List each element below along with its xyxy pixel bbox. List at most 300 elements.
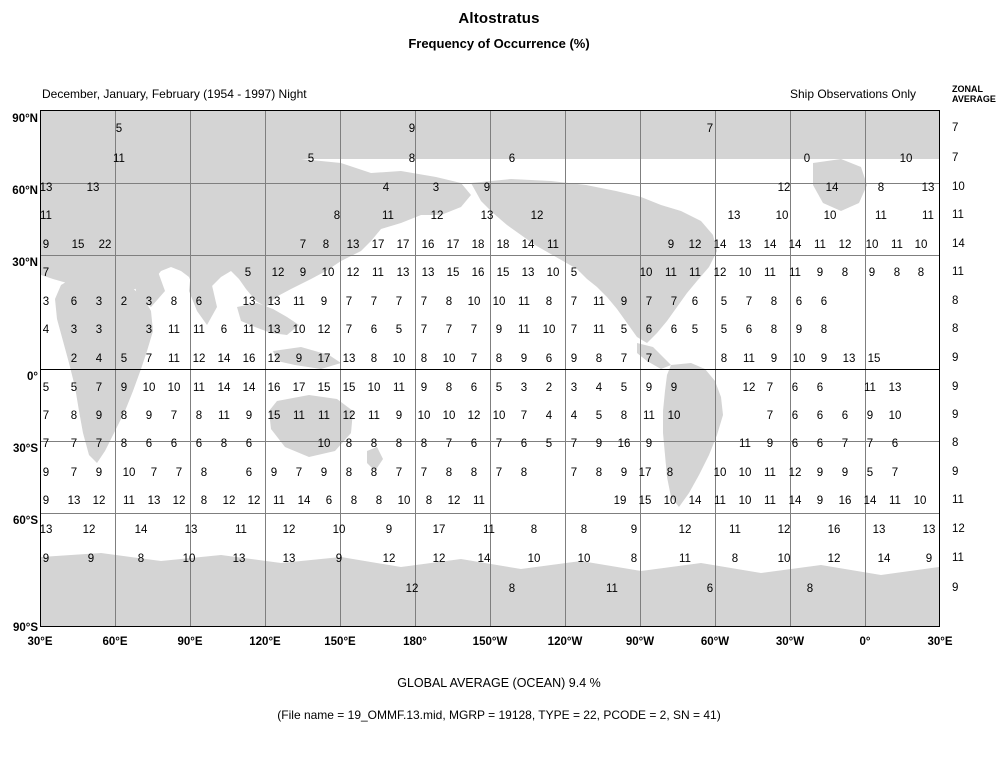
map-cell-value: 6 bbox=[195, 438, 203, 450]
map-cell-value: 9 bbox=[42, 467, 50, 479]
map-cell-value: 12 bbox=[678, 524, 692, 536]
map-cell-value: 11 bbox=[368, 410, 380, 422]
map-cell-value: 10 bbox=[182, 553, 196, 565]
map-cell-value: 11 bbox=[864, 382, 876, 394]
map-cell-value: 10 bbox=[667, 410, 681, 422]
map-cell-value: 9 bbox=[95, 410, 103, 422]
map-cell-value: 7 bbox=[420, 467, 428, 479]
map-cell-value: 13 bbox=[421, 267, 435, 279]
map-cell-value: 12 bbox=[827, 553, 841, 565]
zonal-average-header-line2: AVERAGE bbox=[952, 94, 996, 104]
map-cell-value: 18 bbox=[471, 239, 485, 251]
map-cell-value: 8 bbox=[408, 153, 416, 165]
map-cell-value: 6 bbox=[70, 296, 78, 308]
map-cell-value: 9 bbox=[868, 267, 876, 279]
map-cell-value: 10 bbox=[492, 296, 506, 308]
map-cell-value: 8 bbox=[731, 553, 739, 565]
map-cell-value: 11 bbox=[473, 495, 485, 507]
map-cell-value: 3 bbox=[145, 324, 153, 336]
global-average-label: GLOBAL AVERAGE (OCEAN) 9.4 % bbox=[397, 676, 601, 690]
map-cell-value: 11 bbox=[40, 210, 52, 222]
map-cell-value: 8 bbox=[820, 324, 828, 336]
map-cell-value: 6 bbox=[791, 410, 799, 422]
map-cell-value: 3 bbox=[42, 296, 50, 308]
map-cell-value: 9 bbox=[395, 410, 403, 422]
map-cell-value: 7 bbox=[645, 296, 653, 308]
map-cell-value: 9 bbox=[816, 467, 824, 479]
zonal-average-value: 8 bbox=[952, 323, 959, 335]
map-cell-value: 9 bbox=[795, 324, 803, 336]
map-cell-value: 10 bbox=[792, 353, 806, 365]
map-cell-value: 6 bbox=[816, 438, 824, 450]
zonal-average-value: 8 bbox=[952, 437, 959, 449]
map-cell-value: 13 bbox=[480, 210, 494, 222]
map-cell-value: 8 bbox=[806, 583, 814, 595]
map-cell-value: 11 bbox=[518, 296, 530, 308]
map-cell-value: 7 bbox=[70, 438, 78, 450]
map-cell-value: 3 bbox=[95, 324, 103, 336]
equator-line bbox=[41, 369, 939, 370]
map-cell-value: 10 bbox=[142, 382, 156, 394]
map-cell-value: 11 bbox=[922, 210, 934, 222]
map-cell-value: 7 bbox=[520, 410, 528, 422]
map-cell-value: 6 bbox=[816, 410, 824, 422]
map-cell-value: 11 bbox=[483, 524, 495, 536]
x-tick-label: 150°E bbox=[324, 636, 356, 648]
map-cell-value: 13 bbox=[282, 553, 296, 565]
map-cell-value: 9 bbox=[645, 438, 653, 450]
map-cell-value: 9 bbox=[95, 467, 103, 479]
map-cell-value: 8 bbox=[545, 296, 553, 308]
map-cell-value: 7 bbox=[42, 438, 50, 450]
map-cell-value: 17 bbox=[446, 239, 460, 251]
map-cell-value: 9 bbox=[87, 553, 95, 565]
map-cell-value: 8 bbox=[580, 524, 588, 536]
map-cell-value: 9 bbox=[620, 467, 628, 479]
map-cell-value: 9 bbox=[42, 239, 50, 251]
map-cell-value: 7 bbox=[706, 123, 714, 135]
map-cell-value: 15 bbox=[867, 353, 881, 365]
map-cell-value: 10 bbox=[639, 267, 653, 279]
map-cell-value: 11 bbox=[764, 467, 776, 479]
map-cell-value: 8 bbox=[370, 353, 378, 365]
map-cell-value: 12 bbox=[192, 353, 206, 365]
map-cell-value: 0 bbox=[803, 153, 811, 165]
map-cell-value: 10 bbox=[775, 210, 789, 222]
zonal-average-value: 11 bbox=[952, 266, 964, 278]
map-cell-value: 7 bbox=[420, 296, 428, 308]
map-cell-value: 4 bbox=[95, 353, 103, 365]
map-cell-value: 8 bbox=[322, 239, 330, 251]
map-cell-value: 8 bbox=[620, 410, 628, 422]
map-cell-value: 13 bbox=[267, 324, 281, 336]
map-cell-value: 14 bbox=[825, 182, 839, 194]
y-tick-label: 90°S bbox=[12, 622, 38, 634]
map-cell-value: 9 bbox=[820, 353, 828, 365]
map-cell-value: 13 bbox=[342, 353, 356, 365]
map-cell-value: 8 bbox=[508, 583, 516, 595]
map-cell-value: 16 bbox=[827, 524, 841, 536]
map-cell-value: 3 bbox=[70, 324, 78, 336]
map-cell-value: 8 bbox=[370, 438, 378, 450]
map-cell-value: 13 bbox=[842, 353, 856, 365]
map-cell-value: 11 bbox=[518, 324, 530, 336]
map-cell-value: 2 bbox=[70, 353, 78, 365]
map-cell-value: 8 bbox=[137, 553, 145, 565]
map-cell-value: 6 bbox=[791, 438, 799, 450]
map-cell-value: 10 bbox=[321, 267, 335, 279]
map-cell-value: 9 bbox=[299, 267, 307, 279]
map-cell-value: 14 bbox=[134, 524, 148, 536]
map-cell-value: 11 bbox=[606, 583, 618, 595]
map-cell-value: 11 bbox=[743, 353, 755, 365]
map-cell-value: 14 bbox=[217, 353, 231, 365]
map-cell-value: 10 bbox=[442, 410, 456, 422]
map-cell-value: 6 bbox=[816, 382, 824, 394]
gridline-horizontal bbox=[41, 513, 939, 514]
map-cell-value: 15 bbox=[446, 267, 460, 279]
map-cell-value: 8 bbox=[770, 324, 778, 336]
map-cell-value: 17 bbox=[432, 524, 446, 536]
map-cell-value: 8 bbox=[595, 467, 603, 479]
x-tick-label: 30°E bbox=[27, 636, 53, 648]
map-cell-value: 10 bbox=[663, 495, 677, 507]
map-cell-value: 9 bbox=[495, 324, 503, 336]
map-cell-value: 16 bbox=[267, 382, 281, 394]
map-cell-value: 12 bbox=[267, 353, 281, 365]
map-cell-value: 11 bbox=[714, 495, 726, 507]
map-cell-value: 10 bbox=[888, 410, 902, 422]
map-cell-value: 7 bbox=[295, 467, 303, 479]
map-cell-value: 14 bbox=[477, 553, 491, 565]
map-cell-value: 15 bbox=[317, 382, 331, 394]
map-cell-value: 8 bbox=[333, 210, 341, 222]
world-map-plot bbox=[40, 110, 940, 627]
map-cell-value: 10 bbox=[467, 296, 481, 308]
map-cell-value: 9 bbox=[120, 382, 128, 394]
map-cell-value: 7 bbox=[766, 410, 774, 422]
zonal-average-value: 11 bbox=[952, 209, 964, 221]
map-cell-value: 5 bbox=[545, 438, 553, 450]
map-cell-value: 11 bbox=[113, 153, 125, 165]
map-cell-value: 4 bbox=[42, 324, 50, 336]
map-cell-value: 7 bbox=[866, 438, 874, 450]
map-cell-value: 11 bbox=[218, 410, 230, 422]
map-cell-value: 7 bbox=[345, 324, 353, 336]
map-cell-value: 16 bbox=[471, 267, 485, 279]
map-cell-value: 11 bbox=[891, 239, 903, 251]
map-cell-value: 10 bbox=[317, 438, 331, 450]
map-cell-value: 13 bbox=[727, 210, 741, 222]
map-cell-value: 9 bbox=[925, 553, 933, 565]
map-cell-value: 7 bbox=[42, 267, 50, 279]
map-cell-value: 11 bbox=[293, 296, 305, 308]
source-caption: Ship Observations Only bbox=[790, 87, 917, 101]
map-cell-value: 3 bbox=[145, 296, 153, 308]
map-cell-value: 10 bbox=[738, 495, 752, 507]
x-tick-label: 180° bbox=[403, 636, 427, 648]
map-cell-value: 7 bbox=[841, 438, 849, 450]
map-cell-value: 12 bbox=[713, 267, 727, 279]
map-cell-value: 8 bbox=[220, 438, 228, 450]
map-cell-value: 10 bbox=[899, 153, 913, 165]
map-cell-value: 12 bbox=[530, 210, 544, 222]
map-cell-value: 4 bbox=[570, 410, 578, 422]
map-cell-value: 8 bbox=[877, 182, 885, 194]
map-cell-value: 9 bbox=[630, 524, 638, 536]
x-tick-label: 90°W bbox=[625, 636, 655, 648]
map-cell-value: 14 bbox=[713, 239, 727, 251]
map-cell-value: 8 bbox=[425, 495, 433, 507]
map-cell-value: 11 bbox=[235, 524, 247, 536]
map-cell-value: 9 bbox=[320, 296, 328, 308]
map-cell-value: 7 bbox=[570, 438, 578, 450]
map-cell-value: 7 bbox=[145, 353, 153, 365]
map-cell-value: 14 bbox=[788, 239, 802, 251]
map-cell-value: 13 bbox=[86, 182, 100, 194]
map-cell-value: 11 bbox=[273, 495, 285, 507]
map-cell-value: 7 bbox=[470, 324, 478, 336]
map-cell-value: 11 bbox=[764, 267, 776, 279]
map-cell-value: 9 bbox=[570, 353, 578, 365]
x-tick-label: 120°W bbox=[547, 636, 583, 648]
map-cell-value: 8 bbox=[445, 382, 453, 394]
map-cell-value: 10 bbox=[777, 553, 791, 565]
map-cell-value: 12 bbox=[346, 267, 360, 279]
zonal-average-value: 9 bbox=[952, 409, 959, 421]
map-cell-value: 14 bbox=[788, 495, 802, 507]
map-cell-value: 14 bbox=[688, 495, 702, 507]
map-cell-value: 12 bbox=[271, 267, 285, 279]
map-cell-value: 16 bbox=[242, 353, 256, 365]
map-cell-value: 19 bbox=[613, 495, 627, 507]
map-cell-value: 10 bbox=[865, 239, 879, 251]
map-cell-value: 12 bbox=[467, 410, 481, 422]
map-cell-value: 11 bbox=[593, 296, 605, 308]
map-cell-value: 8 bbox=[120, 438, 128, 450]
map-cell-value: 6 bbox=[508, 153, 516, 165]
map-cell-value: 8 bbox=[370, 467, 378, 479]
map-cell-value: 13 bbox=[39, 524, 53, 536]
map-cell-value: 12 bbox=[430, 210, 444, 222]
map-cell-value: 14 bbox=[877, 553, 891, 565]
map-cell-value: 7 bbox=[445, 324, 453, 336]
map-cell-value: 7 bbox=[395, 296, 403, 308]
map-cell-value: 6 bbox=[325, 495, 333, 507]
map-cell-value: 8 bbox=[445, 296, 453, 308]
map-cell-value: 12 bbox=[92, 495, 106, 507]
map-cell-value: 6 bbox=[545, 353, 553, 365]
map-cell-value: 6 bbox=[245, 438, 253, 450]
map-cell-value: 13 bbox=[888, 382, 902, 394]
map-cell-value: 5 bbox=[570, 267, 578, 279]
map-cell-value: 11 bbox=[665, 267, 677, 279]
map-cell-value: 4 bbox=[545, 410, 553, 422]
map-cell-value: 5 bbox=[620, 324, 628, 336]
map-cell-value: 6 bbox=[245, 467, 253, 479]
map-cell-value: 7 bbox=[70, 467, 78, 479]
map-cell-value: 13 bbox=[147, 495, 161, 507]
map-cell-value: 7 bbox=[95, 382, 103, 394]
map-cell-value: 13 bbox=[521, 267, 535, 279]
x-tick-label: 60°E bbox=[102, 636, 128, 648]
map-cell-value: 13 bbox=[872, 524, 886, 536]
map-cell-value: 6 bbox=[791, 382, 799, 394]
map-cell-value: 13 bbox=[67, 495, 81, 507]
map-cell-value: 11 bbox=[889, 495, 901, 507]
map-cell-value: 10 bbox=[167, 382, 181, 394]
map-cell-value: 11 bbox=[193, 324, 205, 336]
map-cell-value: 11 bbox=[168, 353, 180, 365]
map-cell-value: 7 bbox=[470, 353, 478, 365]
map-cell-value: 10 bbox=[527, 553, 541, 565]
map-cell-value: 10 bbox=[823, 210, 837, 222]
map-cell-value: 7 bbox=[175, 467, 183, 479]
map-cell-value: 9 bbox=[145, 410, 153, 422]
zonal-average-header bbox=[952, 84, 998, 104]
map-cell-value: 8 bbox=[420, 438, 428, 450]
y-tick-label: 60°N bbox=[12, 185, 38, 197]
map-cell-value: 11 bbox=[193, 382, 205, 394]
map-cell-value: 10 bbox=[397, 495, 411, 507]
zonal-average-value: 11 bbox=[952, 552, 964, 564]
map-cell-value: 13 bbox=[346, 239, 360, 251]
map-cell-value: 14 bbox=[763, 239, 777, 251]
map-cell-value: 5 bbox=[620, 382, 628, 394]
map-cell-value: 8 bbox=[345, 438, 353, 450]
map-cell-value: 10 bbox=[492, 410, 506, 422]
x-tick-label: 150°W bbox=[472, 636, 508, 648]
map-cell-value: 13 bbox=[267, 296, 281, 308]
period-caption: December, January, February (1954 - 1997) Night bbox=[42, 87, 307, 101]
x-tick-label: 90°E bbox=[177, 636, 203, 648]
map-cell-value: 2 bbox=[120, 296, 128, 308]
map-cell-value: 22 bbox=[98, 239, 112, 251]
page-subtitle: Frequency of Occurrence (%) bbox=[408, 36, 590, 51]
map-cell-value: 9 bbox=[520, 353, 528, 365]
map-cell-value: 17 bbox=[292, 382, 306, 394]
map-cell-value: 15 bbox=[71, 239, 85, 251]
map-cell-value: 7 bbox=[570, 296, 578, 308]
map-cell-value: 12 bbox=[777, 182, 791, 194]
zonal-average-value: 7 bbox=[952, 122, 959, 134]
zonal-average-value: 10 bbox=[952, 181, 965, 193]
map-cell-value: 11 bbox=[547, 239, 559, 251]
map-cell-value: 8 bbox=[375, 495, 383, 507]
map-cell-value: 9 bbox=[670, 382, 678, 394]
map-cell-value: 9 bbox=[620, 296, 628, 308]
map-cell-value: 7 bbox=[170, 410, 178, 422]
map-cell-value: 9 bbox=[483, 182, 491, 194]
map-cell-value: 11 bbox=[243, 324, 255, 336]
map-cell-value: 5 bbox=[866, 467, 874, 479]
map-cell-value: 11 bbox=[382, 210, 394, 222]
map-cell-value: 14 bbox=[863, 495, 877, 507]
map-cell-value: 6 bbox=[891, 438, 899, 450]
page-title: Altostratus bbox=[458, 10, 540, 27]
map-cell-value: 16 bbox=[838, 495, 852, 507]
map-cell-value: 7 bbox=[150, 467, 158, 479]
map-cell-value: 9 bbox=[816, 495, 824, 507]
map-cell-value: 7 bbox=[620, 353, 628, 365]
zonal-average-value: 11 bbox=[952, 494, 964, 506]
map-cell-value: 8 bbox=[720, 353, 728, 365]
map-cell-value: 10 bbox=[292, 324, 306, 336]
y-tick-label: 0° bbox=[27, 371, 38, 383]
map-cell-value: 12 bbox=[282, 524, 296, 536]
map-cell-value: 7 bbox=[766, 382, 774, 394]
map-cell-value: 13 bbox=[232, 553, 246, 565]
map-cell-value: 15 bbox=[638, 495, 652, 507]
map-cell-value: 7 bbox=[95, 438, 103, 450]
map-cell-value: 11 bbox=[168, 324, 180, 336]
map-cell-value: 6 bbox=[470, 382, 478, 394]
map-cell-value: 13 bbox=[922, 524, 936, 536]
map-cell-value: 8 bbox=[630, 553, 638, 565]
map-cell-value: 17 bbox=[396, 239, 410, 251]
zonal-average-value: 12 bbox=[952, 523, 965, 535]
map-cell-value: 7 bbox=[891, 467, 899, 479]
map-cell-value: 8 bbox=[420, 353, 428, 365]
zonal-average-value: 9 bbox=[952, 582, 959, 594]
map-cell-value: 12 bbox=[82, 524, 96, 536]
y-tick-label: 60°S bbox=[12, 515, 38, 527]
zonal-average-value: 14 bbox=[952, 238, 965, 250]
map-cell-value: 11 bbox=[814, 239, 826, 251]
map-cell-value: 7 bbox=[370, 296, 378, 308]
map-cell-value: 9 bbox=[667, 239, 675, 251]
map-cell-value: 7 bbox=[570, 467, 578, 479]
map-cell-value: 6 bbox=[795, 296, 803, 308]
map-cell-value: 13 bbox=[184, 524, 198, 536]
map-cell-value: 6 bbox=[170, 438, 178, 450]
map-cell-value: 8 bbox=[770, 296, 778, 308]
map-cell-value: 10 bbox=[914, 239, 928, 251]
x-tick-label: 30°W bbox=[775, 636, 805, 648]
map-cell-value: 12 bbox=[222, 495, 236, 507]
map-cell-value: 9 bbox=[270, 467, 278, 479]
map-cell-value: 7 bbox=[445, 438, 453, 450]
map-cell-value: 8 bbox=[345, 467, 353, 479]
map-cell-value: 8 bbox=[495, 353, 503, 365]
map-cell-value: 5 bbox=[307, 153, 315, 165]
map-cell-value: 9 bbox=[595, 438, 603, 450]
map-cell-value: 10 bbox=[738, 267, 752, 279]
map-cell-value: 7 bbox=[345, 296, 353, 308]
map-cell-value: 8 bbox=[841, 267, 849, 279]
y-tick-label: 90°N bbox=[12, 113, 38, 125]
map-cell-value: 8 bbox=[200, 467, 208, 479]
map-cell-value: 7 bbox=[420, 324, 428, 336]
map-cell-value: 13 bbox=[396, 267, 410, 279]
map-cell-value: 10 bbox=[713, 467, 727, 479]
map-cell-value: 3 bbox=[520, 382, 528, 394]
map-cell-value: 5 bbox=[70, 382, 78, 394]
map-cell-value: 6 bbox=[370, 324, 378, 336]
gridline-horizontal bbox=[41, 255, 939, 256]
map-cell-value: 11 bbox=[739, 438, 751, 450]
map-cell-value: 11 bbox=[679, 553, 691, 565]
map-cell-value: 9 bbox=[408, 123, 416, 135]
map-cell-value: 11 bbox=[123, 495, 135, 507]
map-cell-value: 12 bbox=[382, 553, 396, 565]
map-cell-value: 6 bbox=[706, 583, 714, 595]
map-cell-value: 9 bbox=[320, 467, 328, 479]
map-cell-value: 9 bbox=[42, 495, 50, 507]
map-cell-value: 9 bbox=[645, 382, 653, 394]
map-cell-value: 10 bbox=[577, 553, 591, 565]
map-cell-value: 5 bbox=[244, 267, 252, 279]
